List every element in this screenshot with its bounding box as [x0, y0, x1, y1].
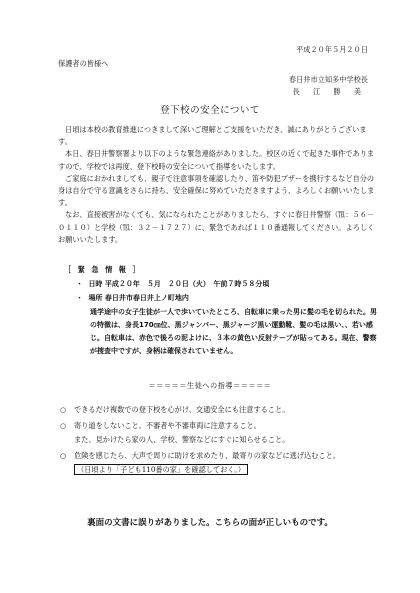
body-text — [58, 124, 376, 246]
place-label: 場所 — [88, 294, 103, 302]
emergency-place — [76, 293, 189, 303]
emergency-description: 通学途中の女子生徒が一人で歩いていたところ、自転車に乗った男に髪の毛を切られた。男の特徴は、身長170㎝位、黒ジャンパー、黒ジャージ黒い運動靴、髪の毛は黒い、、若い感じ。自転車は、赤色で後ろの泥よけに、３本の黄色い反射テープが貼ってある。現在、警察が捜査中ですが、身柄は確保されていません。 — [90, 308, 377, 355]
guidance-item: ○ 寄り道をしないこと。不審者や不審車両に注意すること。 — [60, 420, 382, 433]
circle-marker-icon: ○ — [60, 405, 67, 414]
guidance-item: ○ 危険を感じたら、大声で周りに助けを求めたり、最寄りの家などに逃げ込むこと。 — [60, 450, 382, 463]
document-date: 平成２０年５月２０日 — [296, 45, 368, 54]
bullet-icon: ・ — [76, 294, 83, 302]
principal-name: 長 江 勝 美 — [292, 87, 364, 96]
paragraph: 日頃は本校の教育推進につきまして深いご理解とご支援をいただき、誠にありがとうございます。 — [58, 125, 367, 147]
bullet-icon: ・ — [76, 280, 83, 288]
datetime-label: 日時 — [88, 280, 103, 288]
datetime-value: 平成２０年 ５月 ２０日（火） 午前７時５８分頃 — [104, 280, 270, 288]
correction-notice: 裏面の文書に誤りがありました。こちらの面が正しいものです。 — [87, 518, 333, 528]
paragraph: 本日、春日井警察署より以下のような緊急連絡がありました。校区の近くで起きた事件でありますので、学校では再度、登下校時の安全について指導をいたします。 — [58, 149, 375, 171]
guidance-title: ＝＝＝＝＝生徒への指導＝＝＝＝＝ — [148, 381, 272, 390]
greeting: 保護者の皆様へ — [58, 59, 109, 68]
school-name: 春日井市立知多中学校長 — [288, 75, 368, 84]
emergency-heading: ［ 緊 急 情 報 ］ — [64, 265, 142, 274]
page-title: 登下校の安全について — [160, 105, 260, 116]
emergency-datetime — [76, 279, 269, 289]
paragraph: ご家庭におかれましても、親子で注意事項を確認したり、笛や防犯ブザーを携行するなど自分の身は自分で守る意識をさらに持ち、安全確保に努めていただきますよう、よろしくお願いいたします。 — [58, 173, 375, 208]
guidance-item: ○ できるだけ複数での登下校を心がけ、交通安全にも注意すること。 — [60, 404, 382, 417]
guidance-note: （日頃より「子ども110番の家」を確認しておく。） — [60, 464, 382, 477]
guidance-item-continued: また、見かけたら家の人、学校、警察などにすぐに知らせること。 — [74, 435, 290, 444]
paragraph: なお、直接被害がなくても、気になられたことがありましたら、すぐに春日井警察（℡：５６－０１１０）と学校（℡：３２－１７２７）に、緊急であれば１１０番通報してください。よろしくお願いいたします。 — [58, 210, 375, 244]
circle-marker-icon: ○ — [60, 451, 67, 460]
place-value: 春日井市春日井上ノ町地内 — [104, 294, 189, 302]
circle-marker-icon: ○ — [60, 421, 67, 430]
